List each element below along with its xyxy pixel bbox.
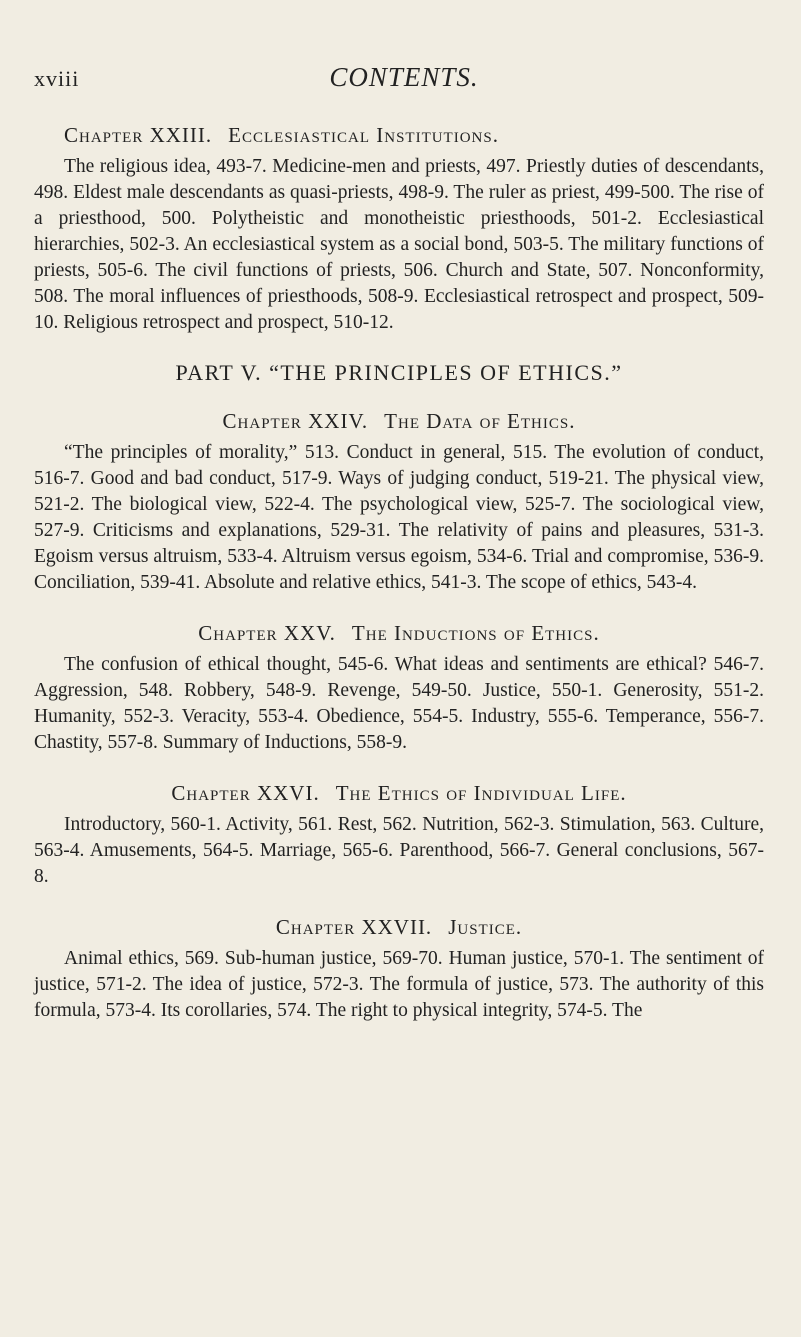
chapter-title: Ecclesiastical Institutions. (228, 123, 499, 147)
chapter-title: Justice. (448, 915, 523, 939)
chapter-title: The Ethics of Individual Life. (335, 781, 627, 805)
chapter-heading (34, 778, 764, 808)
contents-body (34, 120, 764, 1046)
chapter-heading (34, 406, 764, 436)
chapter-label: Chapter XXVII. (275, 915, 433, 939)
chapter-summary: The confusion of ethical thought, 545-6. What ideas and sentiments are ethical? 546-7. Aggression, 548. Robbery, 548-9. Revenge, 549-50. Justice, 550-1. Generosity, 551-2. Humanity, 552-3. Veracity, 553-4. Obedience, 554-5. Industry, 555-6. Temperance, 556-7. Chastity, 557-8. Summary of Inductions, 558-9. (34, 654, 764, 753)
chapter-summary: “The principles of morality,” 513. Conduct in general, 515. The evolution of conduct, 516-7. Good and bad conduct, 517-9. Ways of judging conduct, 519-21. The physical view, 521-2. The biological view, 522-4. The psychological view, 525-7. The sociological view, 527-9. Criticisms and explanations, 529-31. The relativity of pains and pleasures, 531-3. Egoism versus altruism, 533-4. Altruism versus egoism, 534-6. Trial and compromise, 536-9. Conciliation, 539-41. Absolute and relative ethics, 541-3. The scope of ethics, 543-4. (34, 442, 764, 593)
chapter-title: The Inductions of Ethics. (351, 621, 600, 645)
chapter-heading (34, 618, 764, 648)
chapter-label: Chapter XXVI. (171, 781, 320, 805)
chapter-heading (34, 912, 764, 942)
chapter-title: The Data of Ethics. (384, 409, 576, 433)
part-heading: PART V. “THE PRINCIPLES OF ETHICS.” (175, 360, 623, 385)
chapter-heading (64, 120, 764, 150)
chapter-summary: Animal ethics, 569. Sub-human justice, 569-70. Human justice, 570-1. The sentiment of justice, 571-2. The idea of justice, 572-3. The formula of justice, 573. The authority of this formula, 573-4. Its corollaries, 574. The right to physical integrity, 574-5. The (34, 948, 764, 1021)
chapter-summary: Introductory, 560-1. Activity, 561. Rest, 562. Nutrition, 562-3. Stimulation, 563. Culture, 563-4. Amusements, 564-5. Marriage, 565-6. Parenthood, 566-7. General conclusions, 567-8. (34, 814, 764, 887)
chapter-label: Chapter XXV. (198, 621, 336, 645)
chapter-label: Chapter XXIII. (64, 123, 213, 147)
page-number: xviii (34, 66, 80, 91)
running-title: CONTENTS. (329, 62, 479, 92)
running-head (34, 62, 774, 98)
chapter-summary: The religious idea, 493-7. Medicine-men and priests, 497. Priestly duties of descendants, 498. Eldest male descendants as quasi-priests, 498-9. The ruler as priest, 499-500. The rise of a priesthood, 500. Polytheistic and monotheistic priesthoods, 501-2. Ecclesiastical hierarchies, 502-3. An ecclesiastical system as a social bond, 503-5. The military functions of priests, 505-6. The civil functions of priests, 506. Church and State, 507. Nonconformity, 508. The moral influences of priesthoods, 508-9. Ecclesiastical retrospect and prospect, 509-10. Religious retrospect and prospect, 510-12. (34, 156, 764, 333)
chapter-label: Chapter XXIV. (222, 409, 369, 433)
